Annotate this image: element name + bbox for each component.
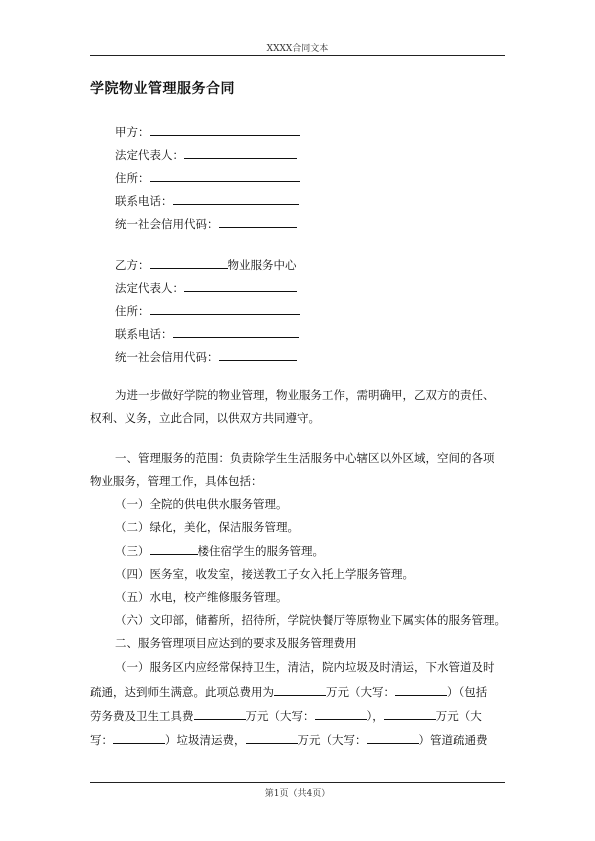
- intro-line-1: 为进一步做好学院的物业管理，物业服务工作，需明确甲，乙双方的责任、: [115, 388, 495, 402]
- labor-fee-field[interactable]: [194, 707, 246, 720]
- section1-item-1: （一）全院的供电供水服务管理。: [115, 497, 288, 511]
- party-a-name-field[interactable]: [150, 123, 300, 136]
- section1-item-3: [115, 542, 324, 559]
- total-fee-words-field[interactable]: [395, 683, 447, 696]
- party-b-name-field[interactable]: [150, 256, 228, 269]
- page-footer: 第1页（共4页）: [264, 789, 331, 799]
- party-a-credit-code-field[interactable]: [219, 215, 297, 228]
- text-segment: 万元（大: [435, 709, 482, 723]
- party-b-address-row: [115, 302, 300, 319]
- party-b-phone-row: [115, 325, 299, 342]
- party-a-name-label: 甲方：: [115, 125, 150, 139]
- total-fee-field[interactable]: [274, 683, 326, 696]
- party-b-name-row: [115, 256, 297, 273]
- page-header: XXXX合同文本: [266, 44, 329, 54]
- party-a-phone-row: [115, 192, 299, 209]
- pipe-fee-field[interactable]: [246, 731, 298, 744]
- party-b-credit-code-field[interactable]: [219, 348, 297, 361]
- section2-p1-line-3: [90, 707, 482, 724]
- party-b-rep-field[interactable]: [184, 279, 297, 292]
- building-number-field[interactable]: [150, 542, 198, 555]
- waste-fee-words-field[interactable]: [113, 731, 165, 744]
- text-segment: 万元（大写：: [297, 733, 367, 747]
- party-a-phone-field[interactable]: [173, 192, 299, 205]
- footer-divider: [90, 782, 505, 783]
- text-segment: 劳务费及卫生工具费: [90, 709, 194, 723]
- party-a-address-field[interactable]: [150, 169, 300, 182]
- section1-line-1: 一、管理服务的范围：负责除学生生活服务中心辖区以外区域，空间的各项: [115, 451, 495, 465]
- text-segment: ）垃圾清运费，: [165, 733, 246, 747]
- party-a-name-row: [115, 123, 300, 140]
- party-b-address-field[interactable]: [150, 302, 300, 315]
- party-b-name-label: 乙方：: [115, 258, 150, 272]
- party-b-phone-field[interactable]: [173, 325, 299, 338]
- section1-item-5: （五）水电，校产维修服务管理。: [115, 590, 288, 604]
- section2-p1-line-4: [90, 731, 488, 748]
- section1-item-3-prefix: （三）: [115, 544, 150, 558]
- intro-line-2: 权利、义务，立此合同，以供双方共同遵守。: [90, 411, 320, 425]
- section1-item-4: （四）医务室，收发室，接送教工子女入托上学服务管理。: [115, 567, 414, 581]
- section2-p1-line-2: [90, 683, 487, 700]
- text-segment: 疏通，达到师生满意。此项总费用为: [90, 685, 274, 699]
- waste-fee-field[interactable]: [384, 707, 436, 720]
- text-segment: ）（包括: [447, 685, 488, 699]
- pipe-fee-words-field[interactable]: [367, 731, 419, 744]
- section1-item-2: （二）绿化，美化，保洁服务管理。: [115, 520, 299, 534]
- section2-heading: 二、服务管理项目应达到的要求及服务管理费用: [115, 636, 357, 650]
- party-b-rep-row: [115, 279, 297, 296]
- section1-item-3-suffix: 楼住宿学生的服务管理。: [197, 544, 324, 558]
- party-b-credit-code-label: 统一社会信用代码：: [115, 350, 219, 364]
- section1-item-6: （六）文印部，储蓄所，招待所，学院快餐厅等原物业下属实体的服务管理。: [115, 613, 506, 627]
- party-b-rep-label: 法定代表人：: [115, 281, 184, 295]
- party-b-address-label: 住所：: [115, 304, 150, 318]
- text-segment: 万元（大写：: [245, 709, 315, 723]
- party-a-rep-row: [115, 146, 297, 163]
- party-a-rep-field[interactable]: [184, 146, 297, 159]
- party-a-credit-code-row: [115, 215, 297, 232]
- party-a-address-label: 住所：: [115, 171, 150, 185]
- party-b-name-suffix: 物业服务中心: [227, 258, 297, 272]
- party-a-address-row: [115, 169, 300, 186]
- text-segment: 万元（大写：: [326, 685, 395, 699]
- document-title: 学院物业管理服务合同: [90, 81, 235, 97]
- section1-line-2: 物业服务，管理工作，具体包括：: [90, 474, 263, 488]
- party-a-credit-code-label: 统一社会信用代码：: [115, 217, 219, 231]
- party-b-phone-label: 联系电话：: [115, 327, 173, 341]
- labor-fee-words-field[interactable]: [315, 707, 367, 720]
- text-segment: ）管道疏通费: [418, 733, 488, 747]
- party-a-rep-label: 法定代表人：: [115, 148, 184, 162]
- section2-p1-line-1: （一）服务区内应经常保持卫生，清洁，院内垃圾及时清运，下水管道及时: [115, 660, 495, 674]
- party-a-phone-label: 联系电话：: [115, 194, 173, 208]
- text-segment: 写：: [90, 733, 113, 747]
- party-b-credit-code-row: [115, 348, 297, 365]
- text-segment: ），: [366, 709, 384, 723]
- header-divider: [90, 55, 505, 56]
